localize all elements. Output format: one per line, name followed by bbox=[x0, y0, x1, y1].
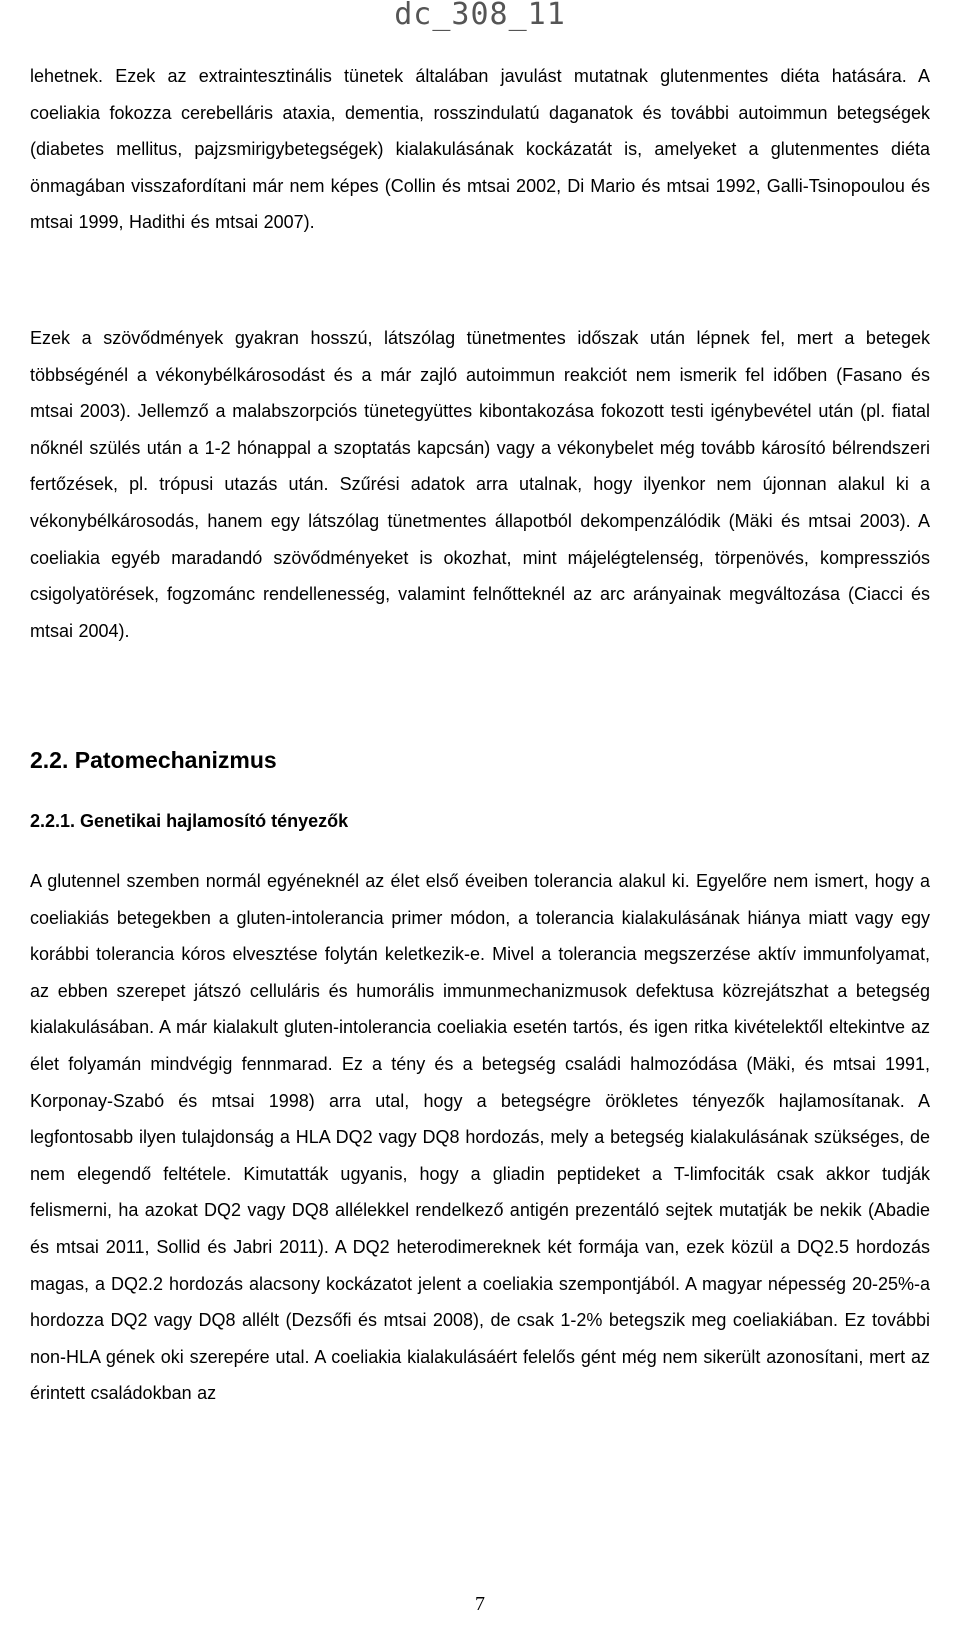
subsection-heading: 2.2.1. Genetikai hajlamosító tényezők bbox=[30, 811, 349, 831]
document-id-header: dc_308_11 bbox=[394, 0, 566, 32]
page-number: 7 bbox=[475, 1593, 485, 1615]
paragraph-complications: Ezek a szövődmények gyakran hosszú, látszólag tünetmentes időszak után lépnek fel, mert a betegek többségénél a vékonybélkárosodást és a már zajló autoimmun reakciót nem ismerik fel időben (Fasano és mtsai 2003). Jellemző a malabszorpciós tünetegyüttes kibontakozása fokozott testi igénybevétel után (pl. fiatal nőknél szülés után a 1-2 hónappal a szoptatás kapcsán) vagy a vékonybelet még tovább károsító bélrendszeri fertőzések, pl. trópusi utazás után. Szűrési adatok arra utalnak, hogy ilyenkor nem újonnan alakul ki a vékonybélkárosodás, hanem egy látszólag tünetmentes állapotból dekompenzálódik (Mäki és mtsai 2003). A coeliakia egyéb maradandó szövődményeket is okozhat, mint májelégtelenség, törpenövés, kompressziós csigolyatörések, fogzománc rendellenesség, valamint felnőtteknél az arc arányainak megváltozása (Ciacci és mtsai 2004). bbox=[30, 328, 930, 641]
paragraph-extraintestinal-symptoms: lehetnek. Ezek az extraintesztinális tünetek általában javulást mutatnak glutenmentes diéta hatására. A coeliakia fokozza cerebelláris ataxia, dementia, rosszindulatú daganatok és további autoimmun betegségek (diabetes mellitus, pajzsmirigybetegségek) kialakulásának kockázatát is, amelyeket a glutenmentes diéta önmagában visszafordítani már nem képes (Collin és mtsai 2002, Di Mario és mtsai 1992, Galli-Tsinopoulou és mtsai 1999, Hadithi és mtsai 2007). bbox=[30, 66, 930, 233]
paragraph-genetic-factors: A glutennel szemben normál egyéneknél az élet első éveiben tolerancia alakul ki. Egyelőre nem ismert, hogy a coeliakiás betegekben a gluten-intolerancia primer módon, a tolerancia kialakulásának hiánya miatt vagy egy korábbi tolerancia kóros elvesztése folytán keletkezik-e. Mivel a tolerancia megszerzése aktív immunfolyamat, az ebben szerepet játszó celluláris és humorális immunmechanizmusok defektusa közrejátszhat a betegség kialakulásában. A már kialakult gluten-intolerancia coeliakia esetén tartós, és igen ritka kivételektől eltekintve az élet folyamán mindvégig fennmarad. Ez a tény és a betegség családi halmozódása (Mäki, és mtsai 1991, Korponay-Szabó és mtsai 1998) arra utal, hogy a betegségre örökletes tényezők hajlamosítanak. A legfontosabb ilyen tulajdonság a HLA DQ2 vagy DQ8 hordozás, mely a betegség kialakulásának szükséges, de nem elegendő feltétele. Kimutatták ugyanis, hogy a gliadin peptideket a T-limfociták csak akkor tudják felismerni, ha azokat DQ2 vagy DQ8 allélekkel rendelkező antigén prezentáló sejtek mutatják be nekik (Abadie és mtsai 2011, Sollid és Jabri 2011). A DQ2 heterodimereknek két formája van, ezek közül a DQ2.5 hordozás magas, a DQ2.2 hordozás alacsony kockázatot jelent a coeliakia szempontjából. A magyar népesség 20-25%-a hordozza DQ2 vagy DQ8 allélt (Dezsőfi és mtsai 2008), de csak 1-2% betegszik meg coeliakiában. Ez további non-HLA gének oki szerepére utal. A coeliakia kialakulásáért felelős gént még nem sikerült azonosítani, mert az érintett családokban az bbox=[30, 871, 930, 1404]
section-heading: 2.2. Patomechanizmus bbox=[30, 747, 277, 773]
